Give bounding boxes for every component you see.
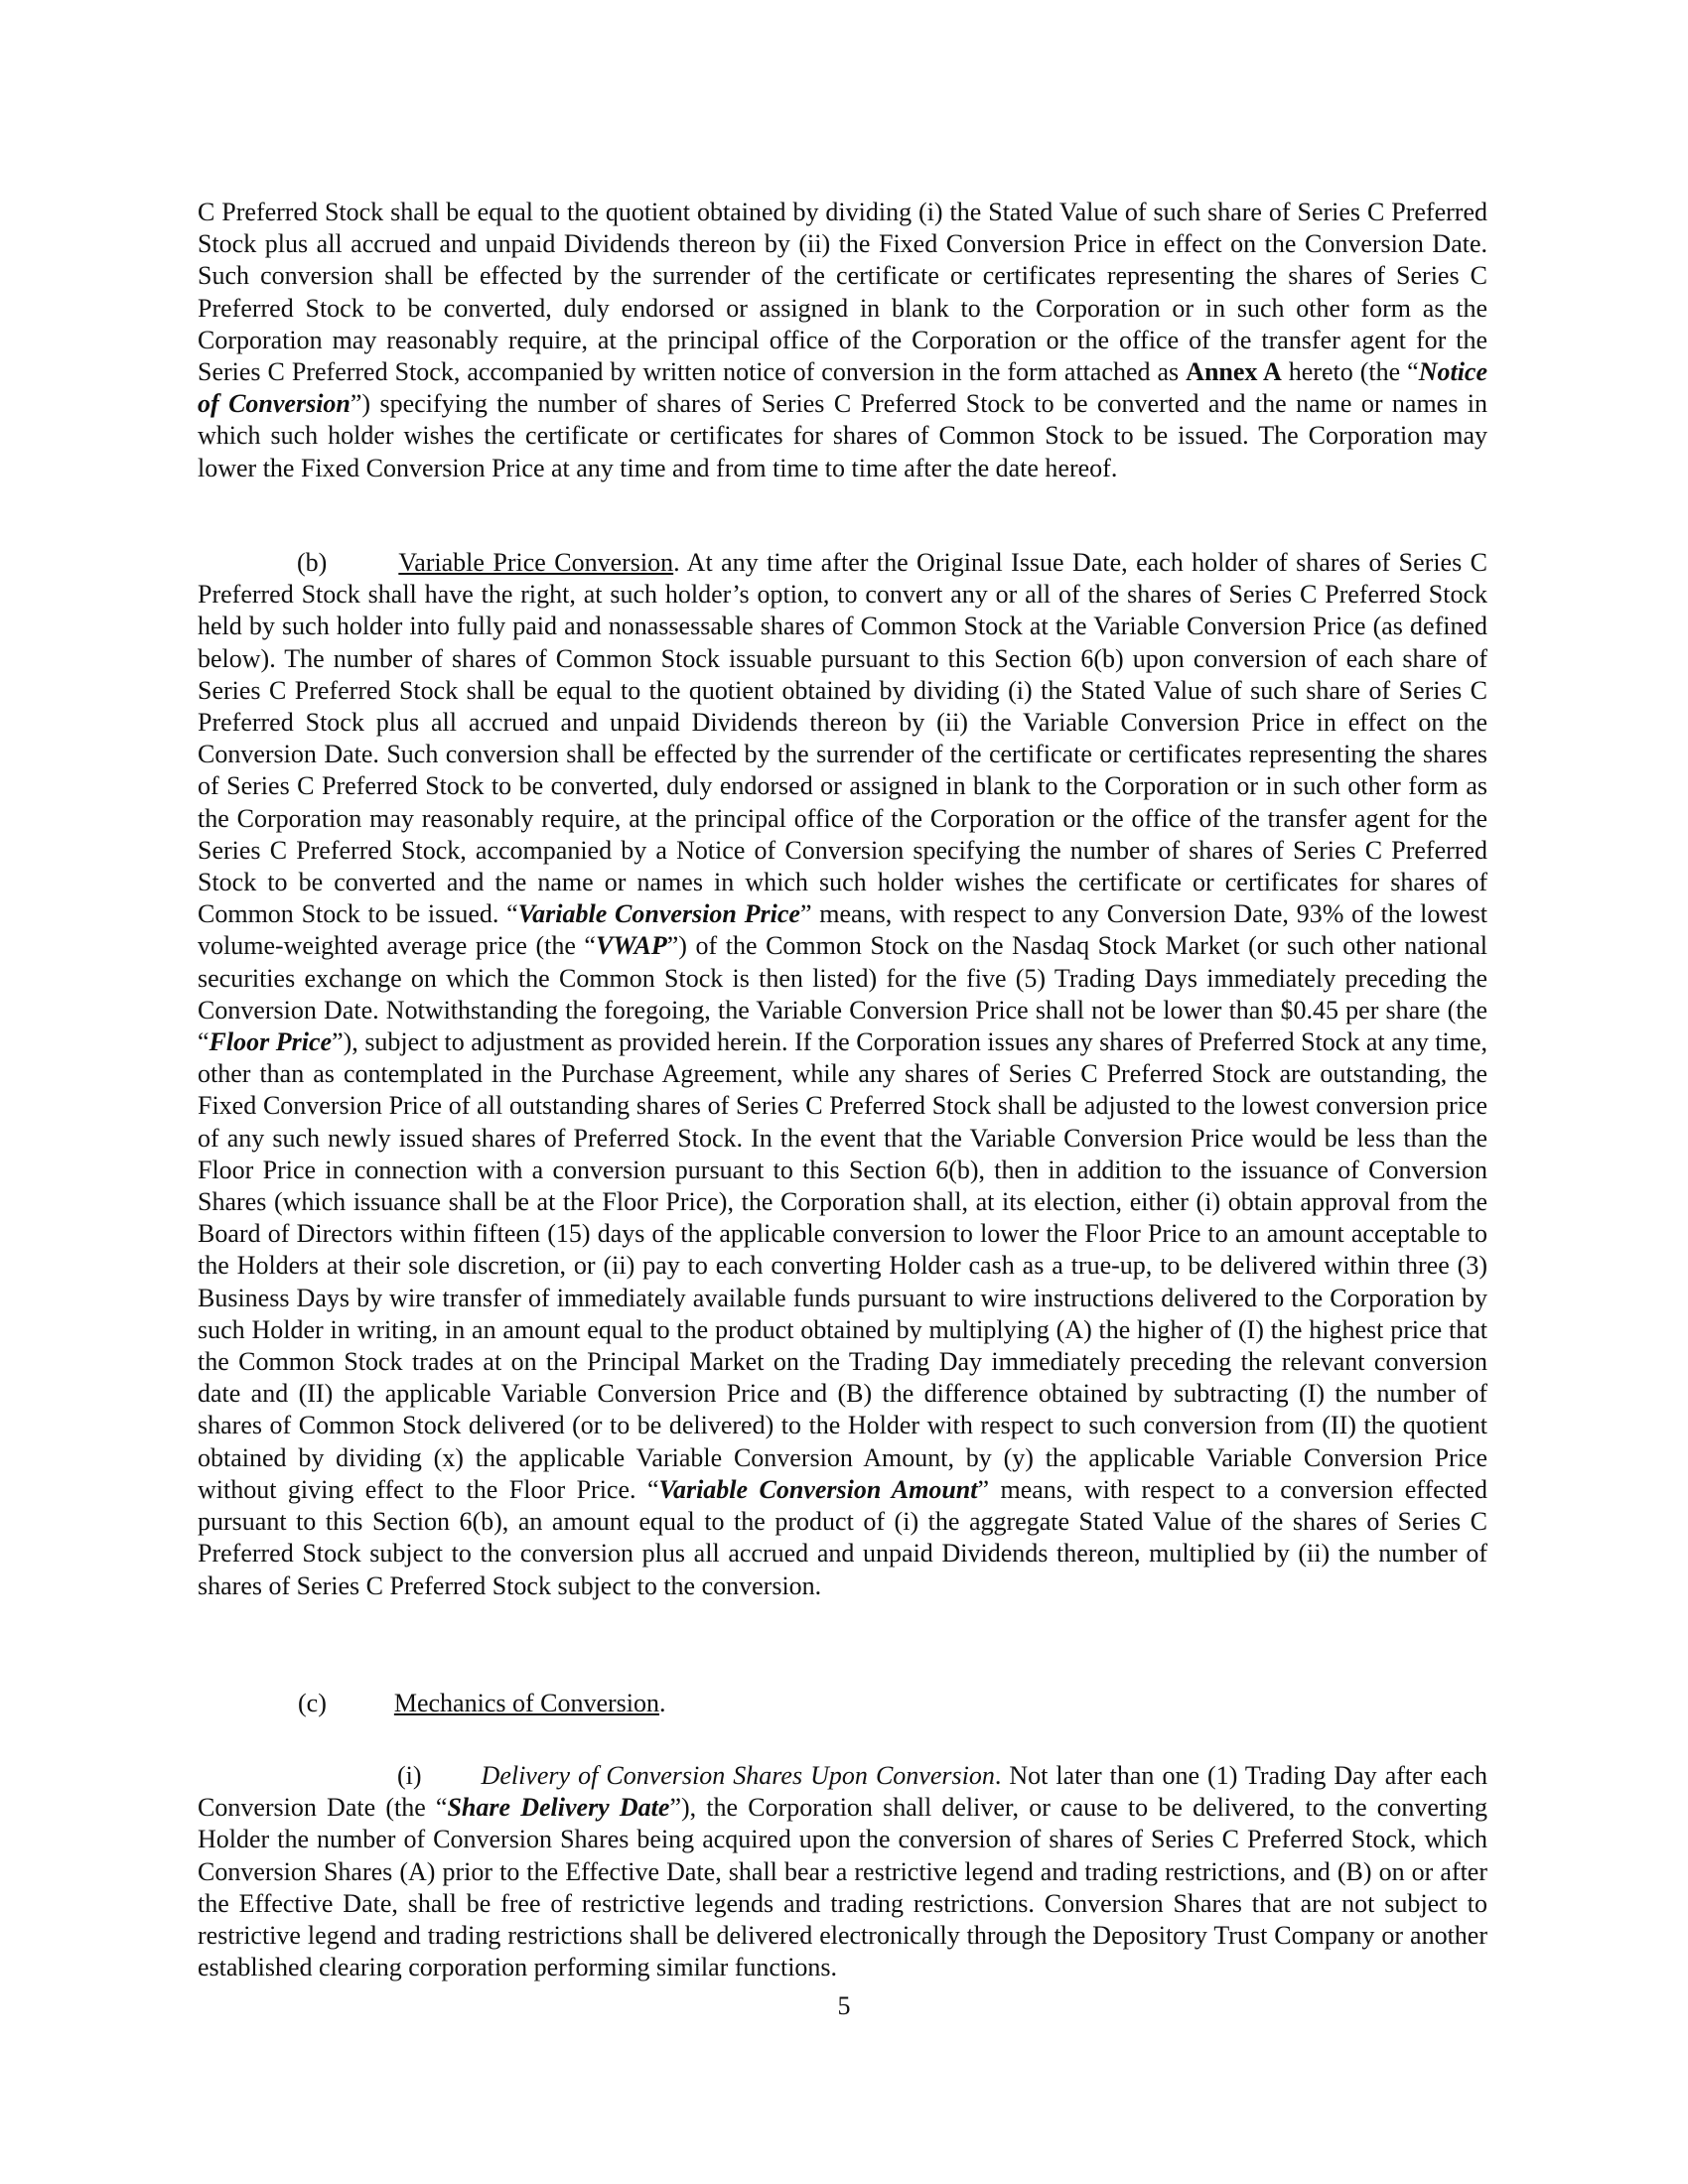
paragraph-text: C Preferred Stock shall be equal to the quotient obtained by dividing (i) the Stated Value of such share of Series C Preferred Stock plus all accrued and unpaid Dividends thereon by (ii) the Fixed Conversion Price in effect on the Conversion Date. Such conversion shall be effected by the surrender of the certificate or certificates representing the shares of Series C Preferred Stock to be converted, duly endorsed or assigned in blank to the Corporation or in such other form as the Corporation may reasonably require, at the principal office of the Corporation or the office of the transfer agent for the Series C Preferred Stock, accompanied by written notice of conversion in the form attached as	[198, 198, 1487, 387]
defined-term-notice-of-conversion: Notice of Conversion	[198, 357, 1487, 419]
paragraph-c-i-label: (i)	[397, 1761, 422, 1790]
paragraph-b-label: (b)	[297, 548, 328, 577]
paragraph-c-i-heading: Delivery of Conversion Shares Upon Conversion	[481, 1761, 995, 1790]
defined-term-variable-conversion-amount: Variable Conversion Amount	[658, 1474, 978, 1504]
defined-term-share-delivery-date: Share Delivery Date	[447, 1793, 670, 1823]
defined-term-variable-conversion-price: Variable Conversion Price	[517, 899, 800, 929]
paragraph-text: . Not later than one (1) Trading Day after each Conversion Date (the “	[198, 1761, 1487, 1823]
paragraph-b	[198, 547, 1487, 1602]
page-number: 5	[837, 1991, 851, 2020]
paragraph-a-continuation	[198, 197, 1487, 484]
paragraph-text: ” means, with respect to any Conversion Date, 93% of the lowest volume-weighted average price (the “	[198, 899, 1488, 961]
paragraph-c-i	[198, 1760, 1487, 1983]
defined-term-vwap: VWAP	[595, 931, 667, 961]
annex-a-reference: Annex A	[1186, 357, 1282, 387]
paragraph-text: ”), the Corporation shall deliver, or cause to be delivered, to the converting Holder the number of Conversion Shares being acquired upon the conversion of shares of Series C Preferred Stock, which Conversion Shares (A) prior to the Effective Date, shall bear a restrictive legend and trading restrictions, and (B) on or after the Effective Date, shall be free of restrictive legends and trading restrictions. Conversion Shares that are not subject to restrictive legend and trading restrictions shall be delivered electronically through the Depository Trust Company or another established clearing corporation performing similar functions.	[198, 1793, 1487, 1982]
paragraph-text: ”), subject to adjustment as provided herein. If the Corporation issues any shares of Preferred Stock at any time, other than as contemplated in the Purchase Agreement, while any shares of Series C Preferred Stock are outstanding, the Fixed Conversion Price of all outstanding shares of Series C Preferred Stock shall be adjusted to the lowest conversion price of any such newly issued shares of Preferred Stock. In the event that the Variable Conversion Price would be less than the Floor Price in connection with a conversion pursuant to this Section 6(b), then in addition to the issuance of Conversion Shares (which issuance shall be at the Floor Price), the Corporation shall, at its election, either (i) obtain approval from the Board of Directors within fifteen (15) days of the applicable conversion to lower the Floor Price to an amount acceptable to the Holders at their sole discretion, or (ii) pay to each converting Holder cash as a true-up, to be delivered within three (3) Business Days by wire transfer of immediately available funds pursuant to wire instructions delivered to the Corporation by such Holder in writing, in an amount equal to the product obtained by multiplying (A) the higher of (I) the highest price that the Common Stock trades at on the Principal Market on the Trading Day immediately preceding the relevant conversion date and (II) the applicable Variable Conversion Price and (B) the difference obtained by subtracting (I) the number of shares of Common Stock delivered (or to be delivered) to the Holder with respect to such conversion from (II) the quotient obtained by dividing (x) the applicable Variable Conversion Amount, by (y) the applicable Variable Conversion Price without giving effect to the Floor Price. “	[198, 1027, 1487, 1504]
paragraph-c-label: (c)	[298, 1689, 327, 1717]
paragraph-text: ”) specifying the number of shares of Series C Preferred Stock to be converted and the name or names in which such holder wishes the certificate or certificates for shares of Common Stock to be issued. The Corporation may lower the Fixed Conversion Price at any time and from time to time after the date hereof.	[198, 389, 1487, 482]
paragraph-b-heading: Variable Price Conversion	[398, 548, 674, 577]
paragraph-text: ” means, with respect to a conversion effected pursuant to this Section 6(b), an amount equal to the product of (i) the aggregate Stated Value of the shares of Series C Preferred Stock subject to the conversion plus all accrued and unpaid Dividends thereon, multiplied by (ii) the number of shares of Series C Preferred Stock subject to the conversion.	[198, 1474, 1487, 1600]
paragraph-text: . At any time after the Original Issue Date, each holder of shares of Series C Preferred Stock shall have the right, at such holder’s option, to convert any or all of the shares of Series C Preferred Stock held by such holder into fully paid and nonassessable shares of Common Stock at the Variable Conversion Price (as defined below). The number of shares of Common Stock issuable pursuant to this Section 6(b) upon conversion of each share of Series C Preferred Stock shall be equal to the quotient obtained by dividing (i) the Stated Value of such share of Series C Preferred Stock plus all accrued and unpaid Dividends thereon by (ii) the Variable Conversion Price in effect on the Conversion Date. Such conversion shall be effected by the surrender of the certificate or certificates representing the shares of Series C Preferred Stock to be converted, duly endorsed or assigned in blank to the Corporation or in such other form as the Corporation may reasonably require, at the principal office of the Corporation or the office of the transfer agent for the Series C Preferred Stock, accompanied by a Notice of Conversion specifying the number of shares of Series C Preferred Stock to be converted and the name or names in which such holder wishes the certificate or certificates for shares of Common Stock to be issued. “	[198, 548, 1487, 929]
paragraph-c	[298, 1688, 666, 1719]
paragraph-text: ”) of the Common Stock on the Nasdaq Stock Market (or such other national securities exchange on which the Common Stock is then listed) for the five (5) Trading Days immediately preceding the Conversion Date. Notwithstanding the foregoing, the Variable Conversion Price shall not be lower than $0.45 per share (the “	[198, 931, 1487, 1057]
paragraph-c-heading: Mechanics of Conversion	[393, 1689, 660, 1717]
paragraph-text: hereto (the “	[1281, 357, 1419, 387]
defined-term-floor-price: Floor Price	[209, 1027, 333, 1057]
paragraph-c-heading-period: .	[659, 1689, 666, 1717]
